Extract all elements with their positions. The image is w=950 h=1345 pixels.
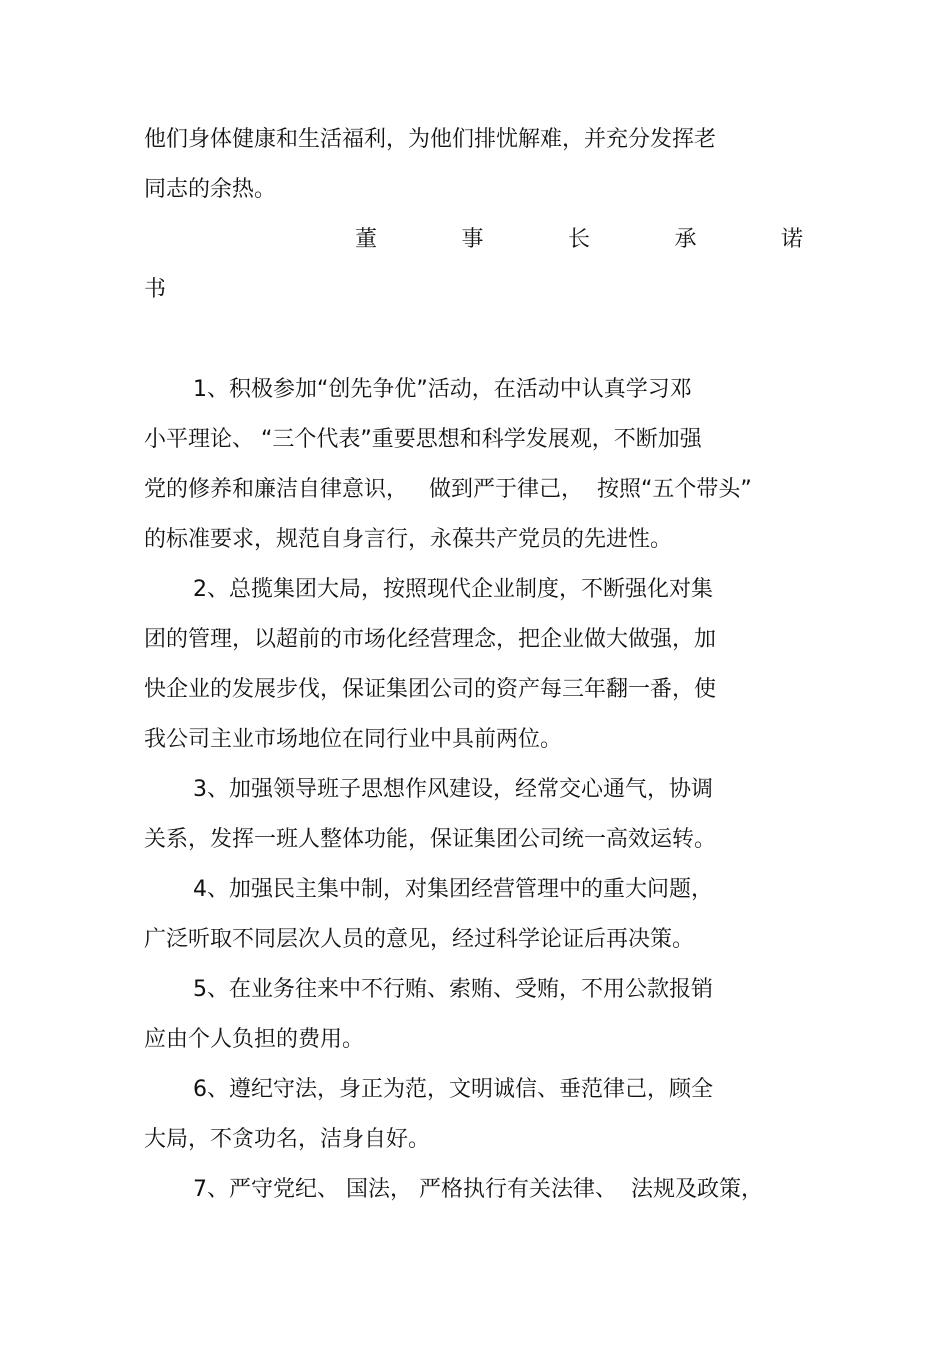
item-5-line-1: 5、在业务往来中不行贿、索贿、受贿，不用公款报销 <box>193 977 713 1002</box>
item-2-line-1: 2、总揽集团大局，按照现代企业制度，不断强化对集 <box>193 577 713 602</box>
item-5-line-2: 应由个人负担的费用。 <box>144 1027 365 1052</box>
item-7-line-1: 7、严守党纪、 国法， 严格执行有关法律、 法规及政策， <box>193 1177 763 1202</box>
item-2-line-3: 快企业的发展步伐，保证集团公司的资产每三年翻一番，使 <box>144 677 717 702</box>
item-1-line-4: 的标准要求，规范自身言行，永葆共产党员的先进性。 <box>144 527 673 552</box>
document-title <box>355 226 803 254</box>
item-6-line-2: 大局，不贪功名，洁身自好。 <box>144 1127 431 1152</box>
title-char: 董 <box>355 227 378 252</box>
continuation-line-2: 同志的余热。 <box>144 177 277 202</box>
item-2-line-2: 团的管理，以超前的市场化经营理念，把企业做大做强，加 <box>144 627 717 652</box>
continuation-line-1: 他们身体健康和生活福利，为他们排忧解难，并充分发挥老 <box>144 127 717 152</box>
item-1-line-2: 小平理论、 “三个代表”重要思想和科学发展观，不断加强 <box>144 427 702 452</box>
item-6-line-1: 6、遵纪守法，身正为范，文明诚信、垂范律己，顾全 <box>193 1077 713 1102</box>
item-2-line-4: 我公司主业市场地位在同行业中具前两位。 <box>144 727 563 752</box>
title-char: 承 <box>674 227 697 252</box>
item-1-line-3: 党的修养和廉洁自律意识， 做到严于律己， 按照“五个带头” <box>144 477 752 502</box>
title-char: 事 <box>461 227 484 252</box>
title-char: 诺 <box>780 227 803 252</box>
document-title-tail: 书 <box>144 277 167 302</box>
item-3-line-1: 3、加强领导班子思想作风建设，经常交心通气，协调 <box>193 777 713 802</box>
title-char: 长 <box>567 227 590 252</box>
item-4-line-2: 广泛听取不同层次人员的意见，经过科学论证后再决策。 <box>144 927 695 952</box>
item-3-line-2: 关系，发挥一班人整体功能，保证集团公司统一高效运转。 <box>144 827 717 852</box>
item-1-line-1: 1、积极参加“创先争优”活动，在活动中认真学习邓 <box>193 377 692 402</box>
item-4-line-1: 4、加强民主集中制，对集团经营管理中的重大问题， <box>193 877 713 902</box>
